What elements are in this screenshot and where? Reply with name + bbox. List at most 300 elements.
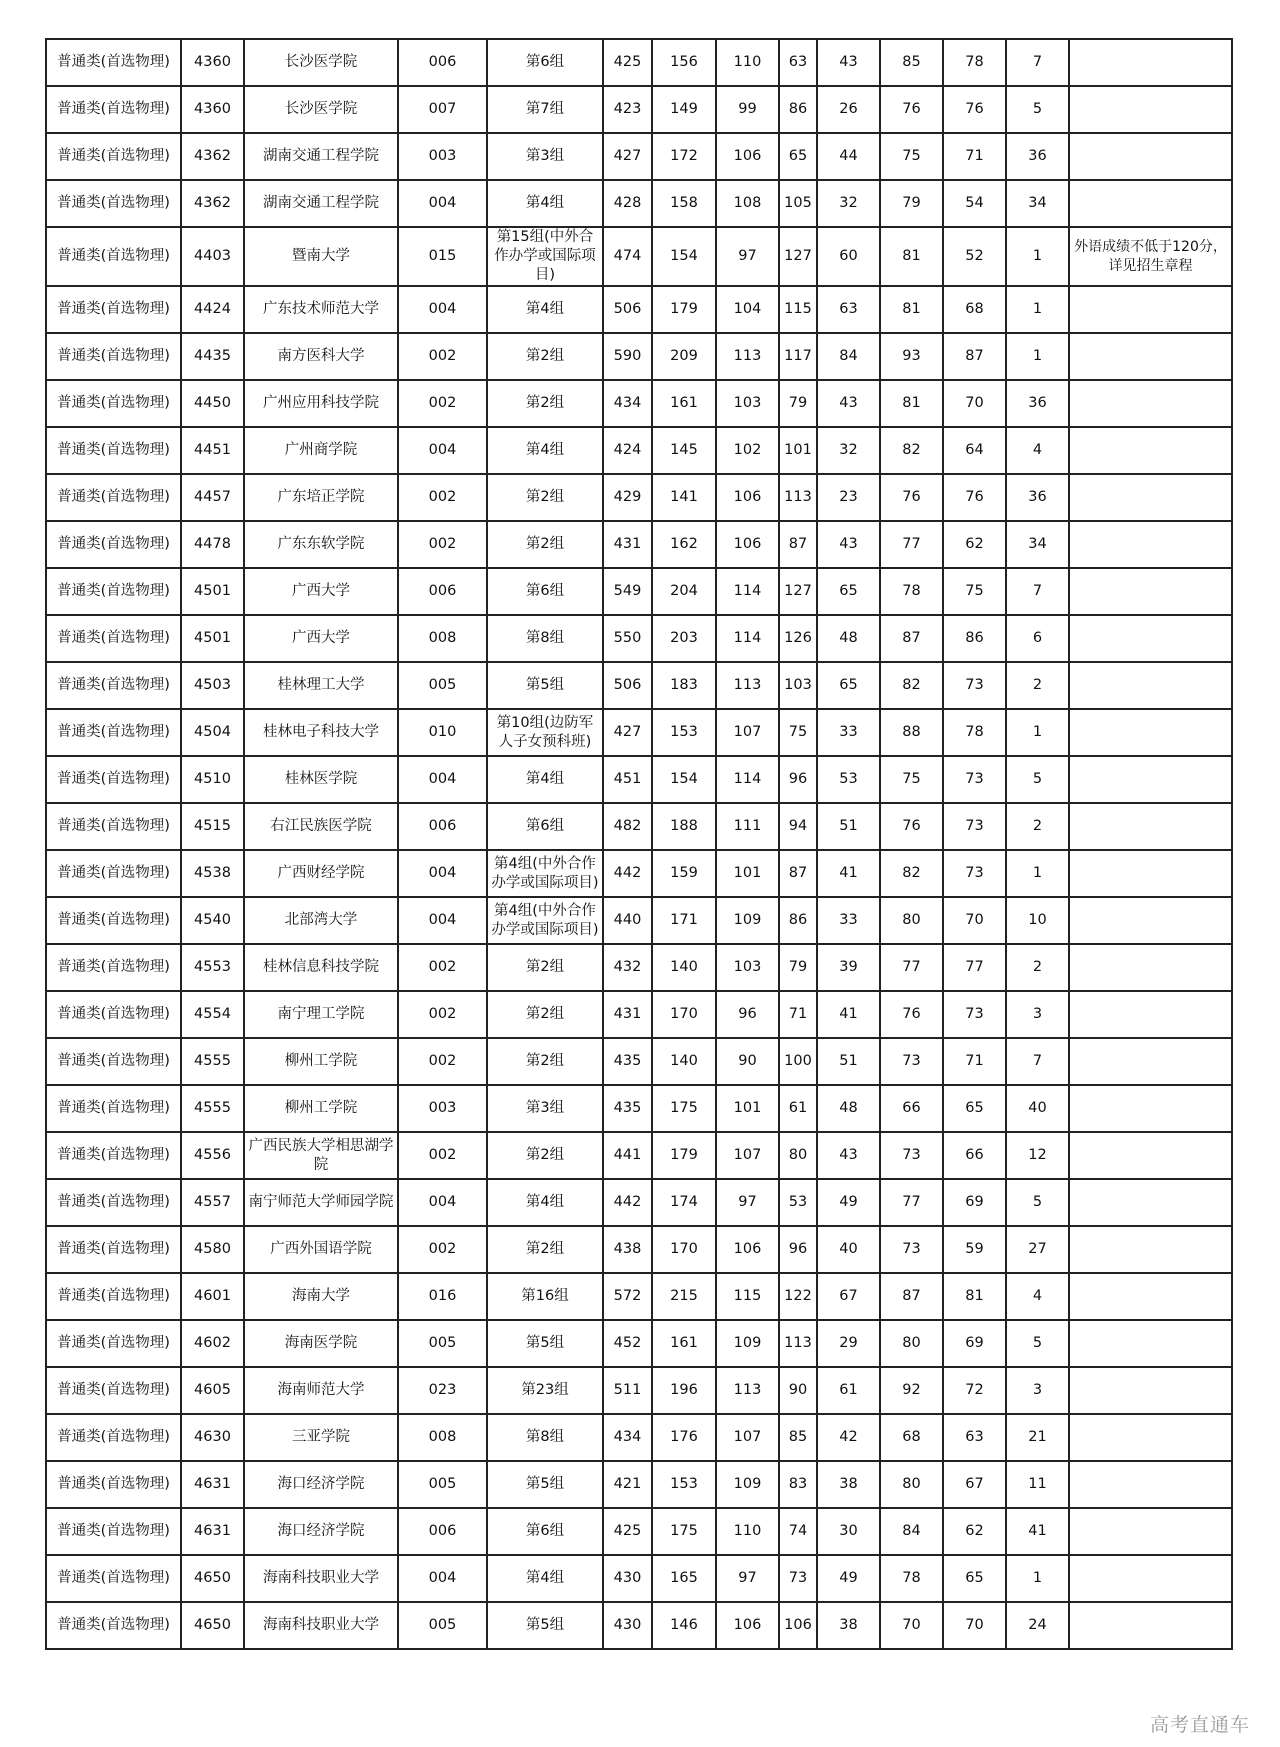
score-cell: 140: [652, 944, 716, 991]
score-cell: 100: [779, 1038, 817, 1085]
category-cell: 普通类(首选物理): [46, 1414, 181, 1461]
plan-count-cell: 2: [1006, 944, 1069, 991]
category-cell: 普通类(首选物理): [46, 521, 181, 568]
score-cell: 97: [716, 1555, 779, 1602]
score-cell: 161: [652, 380, 716, 427]
group-name-cell: 第5组: [487, 1461, 603, 1508]
score-cell: 103: [716, 380, 779, 427]
group-name-cell: 第4组: [487, 286, 603, 333]
category-cell: 普通类(首选物理): [46, 39, 181, 86]
table-row: [46, 850, 1232, 897]
score-cell: 172: [652, 133, 716, 180]
category-cell: 普通类(首选物理): [46, 1508, 181, 1555]
score-cell: 107: [716, 1132, 779, 1179]
note-cell: [1069, 474, 1232, 521]
group-name-cell: 第2组: [487, 1038, 603, 1085]
score-cell: 73: [880, 1132, 943, 1179]
score-cell: 65: [817, 662, 880, 709]
school-name-cell: 海南科技职业大学: [244, 1602, 398, 1649]
score-cell: 106: [716, 1602, 779, 1649]
score-cell: 127: [779, 568, 817, 615]
group-code-cell: 007: [398, 86, 487, 133]
group-name-cell: 第6组: [487, 568, 603, 615]
total-score-cell: 550: [603, 615, 652, 662]
school-code-cell: 4601: [181, 1273, 244, 1320]
group-name-cell: 第2组: [487, 944, 603, 991]
category-cell: 普通类(首选物理): [46, 850, 181, 897]
score-cell: 176: [652, 1414, 716, 1461]
score-cell: 87: [880, 1273, 943, 1320]
school-name-cell: 北部湾大学: [244, 897, 398, 944]
group-name-cell: 第4组: [487, 1179, 603, 1226]
school-code-cell: 4631: [181, 1508, 244, 1555]
score-cell: 90: [716, 1038, 779, 1085]
table-row: [46, 1226, 1232, 1273]
group-name-cell: 第5组: [487, 1602, 603, 1649]
note-cell: [1069, 615, 1232, 662]
table-body: [46, 39, 1232, 1649]
plan-count-cell: 12: [1006, 1132, 1069, 1179]
score-cell: 113: [716, 1367, 779, 1414]
group-code-cell: 006: [398, 39, 487, 86]
school-code-cell: 4504: [181, 709, 244, 756]
group-name-cell: 第4组: [487, 756, 603, 803]
note-cell: [1069, 133, 1232, 180]
score-cell: 66: [880, 1085, 943, 1132]
note-cell: [1069, 427, 1232, 474]
school-name-cell: 广州应用科技学院: [244, 380, 398, 427]
plan-count-cell: 1: [1006, 333, 1069, 380]
score-cell: 101: [716, 1085, 779, 1132]
group-code-cell: 016: [398, 1273, 487, 1320]
note-cell: [1069, 39, 1232, 86]
total-score-cell: 434: [603, 380, 652, 427]
score-cell: 106: [716, 1226, 779, 1273]
note-cell: [1069, 1132, 1232, 1179]
score-cell: 62: [943, 521, 1006, 568]
score-cell: 87: [779, 850, 817, 897]
plan-count-cell: 36: [1006, 380, 1069, 427]
school-name-cell: 广西民族大学相思湖学院: [244, 1132, 398, 1179]
school-code-cell: 4503: [181, 662, 244, 709]
table-row: [46, 756, 1232, 803]
school-name-cell: 暨南大学: [244, 227, 398, 286]
school-name-cell: 广东东软学院: [244, 521, 398, 568]
score-cell: 78: [943, 39, 1006, 86]
school-code-cell: 4650: [181, 1602, 244, 1649]
category-cell: 普通类(首选物理): [46, 897, 181, 944]
category-cell: 普通类(首选物理): [46, 756, 181, 803]
school-name-cell: 柳州工学院: [244, 1038, 398, 1085]
score-cell: 54: [943, 180, 1006, 227]
score-cell: 71: [779, 991, 817, 1038]
group-code-cell: 015: [398, 227, 487, 286]
total-score-cell: 430: [603, 1555, 652, 1602]
group-code-cell: 005: [398, 1602, 487, 1649]
score-cell: 156: [652, 39, 716, 86]
score-cell: 77: [943, 944, 1006, 991]
table-row: [46, 1085, 1232, 1132]
score-cell: 153: [652, 1461, 716, 1508]
note-cell: [1069, 1602, 1232, 1649]
plan-count-cell: 3: [1006, 991, 1069, 1038]
score-cell: 97: [716, 1179, 779, 1226]
score-cell: 114: [716, 615, 779, 662]
note-cell: 外语成绩不低于120分，详见招生章程: [1069, 227, 1232, 286]
score-cell: 52: [943, 227, 1006, 286]
score-cell: 96: [779, 1226, 817, 1273]
plan-count-cell: 1: [1006, 850, 1069, 897]
school-code-cell: 4362: [181, 180, 244, 227]
plan-count-cell: 36: [1006, 474, 1069, 521]
score-cell: 86: [779, 897, 817, 944]
score-cell: 75: [943, 568, 1006, 615]
table-row: [46, 1320, 1232, 1367]
group-name-cell: 第10组(边防军人子女预科班): [487, 709, 603, 756]
group-name-cell: 第2组: [487, 1226, 603, 1273]
score-cell: 76: [880, 86, 943, 133]
score-cell: 67: [943, 1461, 1006, 1508]
score-cell: 75: [880, 756, 943, 803]
plan-count-cell: 1: [1006, 709, 1069, 756]
group-name-cell: 第4组(中外合作办学或国际项目): [487, 897, 603, 944]
group-code-cell: 004: [398, 1555, 487, 1602]
group-code-cell: 005: [398, 1320, 487, 1367]
total-score-cell: 425: [603, 1508, 652, 1555]
score-cell: 77: [880, 944, 943, 991]
score-cell: 63: [817, 286, 880, 333]
score-cell: 59: [943, 1226, 1006, 1273]
score-cell: 51: [817, 1038, 880, 1085]
score-cell: 79: [880, 180, 943, 227]
note-cell: [1069, 662, 1232, 709]
group-name-cell: 第23组: [487, 1367, 603, 1414]
group-code-cell: 003: [398, 1085, 487, 1132]
note-cell: [1069, 1085, 1232, 1132]
group-name-cell: 第6组: [487, 803, 603, 850]
table-row: [46, 897, 1232, 944]
plan-count-cell: 41: [1006, 1508, 1069, 1555]
school-name-cell: 广东技术师范大学: [244, 286, 398, 333]
school-code-cell: 4554: [181, 991, 244, 1038]
score-cell: 76: [880, 803, 943, 850]
score-cell: 106: [779, 1602, 817, 1649]
school-code-cell: 4510: [181, 756, 244, 803]
school-name-cell: 长沙医学院: [244, 86, 398, 133]
score-cell: 103: [779, 662, 817, 709]
table-row: [46, 1555, 1232, 1602]
total-score-cell: 423: [603, 86, 652, 133]
table-row: [46, 709, 1232, 756]
total-score-cell: 549: [603, 568, 652, 615]
score-cell: 73: [943, 803, 1006, 850]
score-cell: 73: [943, 991, 1006, 1038]
category-cell: 普通类(首选物理): [46, 1367, 181, 1414]
group-name-cell: 第15组(中外合作办学或国际项目): [487, 227, 603, 286]
school-code-cell: 4538: [181, 850, 244, 897]
total-score-cell: 440: [603, 897, 652, 944]
category-cell: 普通类(首选物理): [46, 227, 181, 286]
school-code-cell: 4451: [181, 427, 244, 474]
total-score-cell: 506: [603, 286, 652, 333]
school-code-cell: 4501: [181, 568, 244, 615]
category-cell: 普通类(首选物理): [46, 803, 181, 850]
group-name-cell: 第2组: [487, 521, 603, 568]
group-name-cell: 第4组: [487, 1555, 603, 1602]
score-cell: 72: [943, 1367, 1006, 1414]
group-name-cell: 第7组: [487, 86, 603, 133]
group-name-cell: 第4组(中外合作办学或国际项目): [487, 850, 603, 897]
score-cell: 93: [880, 333, 943, 380]
score-cell: 69: [943, 1179, 1006, 1226]
group-code-cell: 002: [398, 1226, 487, 1273]
school-name-cell: 海口经济学院: [244, 1461, 398, 1508]
table-row: [46, 615, 1232, 662]
score-cell: 66: [943, 1132, 1006, 1179]
note-cell: [1069, 286, 1232, 333]
school-name-cell: 右江民族医学院: [244, 803, 398, 850]
score-cell: 29: [817, 1320, 880, 1367]
school-code-cell: 4360: [181, 39, 244, 86]
score-cell: 75: [880, 133, 943, 180]
score-cell: 106: [716, 521, 779, 568]
school-code-cell: 4501: [181, 615, 244, 662]
total-score-cell: 427: [603, 133, 652, 180]
table-row: [46, 1602, 1232, 1649]
score-cell: 73: [943, 662, 1006, 709]
note-cell: [1069, 1179, 1232, 1226]
score-cell: 39: [817, 944, 880, 991]
group-name-cell: 第5组: [487, 662, 603, 709]
total-score-cell: 429: [603, 474, 652, 521]
group-code-cell: 004: [398, 850, 487, 897]
score-cell: 43: [817, 521, 880, 568]
score-cell: 103: [716, 944, 779, 991]
note-cell: [1069, 568, 1232, 615]
school-code-cell: 4360: [181, 86, 244, 133]
score-cell: 101: [779, 427, 817, 474]
school-code-cell: 4424: [181, 286, 244, 333]
school-name-cell: 桂林理工大学: [244, 662, 398, 709]
score-cell: 127: [779, 227, 817, 286]
plan-count-cell: 3: [1006, 1367, 1069, 1414]
table-row: [46, 521, 1232, 568]
score-cell: 65: [779, 133, 817, 180]
school-name-cell: 广东培正学院: [244, 474, 398, 521]
score-cell: 26: [817, 86, 880, 133]
score-cell: 65: [943, 1085, 1006, 1132]
total-score-cell: 424: [603, 427, 652, 474]
score-cell: 41: [817, 991, 880, 1038]
group-name-cell: 第2组: [487, 1132, 603, 1179]
note-cell: [1069, 380, 1232, 427]
group-name-cell: 第2组: [487, 333, 603, 380]
score-cell: 69: [943, 1320, 1006, 1367]
group-code-cell: 002: [398, 333, 487, 380]
note-cell: [1069, 333, 1232, 380]
score-cell: 62: [943, 1508, 1006, 1555]
score-cell: 146: [652, 1602, 716, 1649]
group-code-cell: 003: [398, 133, 487, 180]
table-row: [46, 227, 1232, 286]
score-cell: 88: [880, 709, 943, 756]
score-cell: 82: [880, 427, 943, 474]
group-code-cell: 004: [398, 1179, 487, 1226]
category-cell: 普通类(首选物理): [46, 86, 181, 133]
score-cell: 154: [652, 227, 716, 286]
category-cell: 普通类(首选物理): [46, 1085, 181, 1132]
score-cell: 33: [817, 897, 880, 944]
school-code-cell: 4580: [181, 1226, 244, 1273]
score-cell: 86: [943, 615, 1006, 662]
total-score-cell: 474: [603, 227, 652, 286]
category-cell: 普通类(首选物理): [46, 1461, 181, 1508]
category-cell: 普通类(首选物理): [46, 1273, 181, 1320]
score-cell: 60: [817, 227, 880, 286]
group-code-cell: 002: [398, 1132, 487, 1179]
score-cell: 109: [716, 1320, 779, 1367]
category-cell: 普通类(首选物理): [46, 333, 181, 380]
score-cell: 145: [652, 427, 716, 474]
school-code-cell: 4450: [181, 380, 244, 427]
school-code-cell: 4515: [181, 803, 244, 850]
note-cell: [1069, 991, 1232, 1038]
score-cell: 203: [652, 615, 716, 662]
score-cell: 73: [779, 1555, 817, 1602]
score-cell: 81: [880, 286, 943, 333]
plan-count-cell: 7: [1006, 568, 1069, 615]
school-name-cell: 广西外国语学院: [244, 1226, 398, 1273]
category-cell: 普通类(首选物理): [46, 615, 181, 662]
table-row: [46, 1508, 1232, 1555]
plan-count-cell: 6: [1006, 615, 1069, 662]
score-cell: 81: [880, 227, 943, 286]
school-code-cell: 4555: [181, 1038, 244, 1085]
total-score-cell: 431: [603, 521, 652, 568]
score-cell: 87: [779, 521, 817, 568]
total-score-cell: 590: [603, 333, 652, 380]
group-code-cell: 005: [398, 662, 487, 709]
school-name-cell: 海南医学院: [244, 1320, 398, 1367]
table-row: [46, 427, 1232, 474]
group-name-cell: 第8组: [487, 1414, 603, 1461]
score-cell: 23: [817, 474, 880, 521]
score-cell: 170: [652, 1226, 716, 1273]
score-cell: 82: [880, 850, 943, 897]
score-cell: 115: [716, 1273, 779, 1320]
total-score-cell: 425: [603, 39, 652, 86]
score-cell: 73: [880, 1038, 943, 1085]
score-cell: 113: [716, 333, 779, 380]
score-cell: 101: [716, 850, 779, 897]
school-name-cell: 海口经济学院: [244, 1508, 398, 1555]
total-score-cell: 452: [603, 1320, 652, 1367]
score-cell: 70: [880, 1602, 943, 1649]
note-cell: [1069, 1414, 1232, 1461]
total-score-cell: 434: [603, 1414, 652, 1461]
group-code-cell: 002: [398, 380, 487, 427]
score-cell: 40: [817, 1226, 880, 1273]
score-cell: 73: [943, 850, 1006, 897]
score-cell: 188: [652, 803, 716, 850]
plan-count-cell: 4: [1006, 427, 1069, 474]
score-cell: 171: [652, 897, 716, 944]
score-cell: 76: [880, 474, 943, 521]
category-cell: 普通类(首选物理): [46, 662, 181, 709]
score-cell: 96: [779, 756, 817, 803]
note-cell: [1069, 1555, 1232, 1602]
score-cell: 126: [779, 615, 817, 662]
group-name-cell: 第6组: [487, 39, 603, 86]
score-cell: 113: [716, 662, 779, 709]
score-cell: 97: [716, 227, 779, 286]
score-cell: 102: [716, 427, 779, 474]
school-code-cell: 4403: [181, 227, 244, 286]
score-cell: 30: [817, 1508, 880, 1555]
score-cell: 175: [652, 1508, 716, 1555]
group-code-cell: 023: [398, 1367, 487, 1414]
score-cell: 162: [652, 521, 716, 568]
note-cell: [1069, 1273, 1232, 1320]
note-cell: [1069, 850, 1232, 897]
note-cell: [1069, 1038, 1232, 1085]
score-cell: 49: [817, 1555, 880, 1602]
group-name-cell: 第16组: [487, 1273, 603, 1320]
plan-count-cell: 11: [1006, 1461, 1069, 1508]
total-score-cell: 442: [603, 850, 652, 897]
score-cell: 140: [652, 1038, 716, 1085]
score-cell: 84: [880, 1508, 943, 1555]
school-name-cell: 湖南交通工程学院: [244, 133, 398, 180]
score-cell: 82: [880, 662, 943, 709]
school-name-cell: 海南师范大学: [244, 1367, 398, 1414]
score-cell: 85: [779, 1414, 817, 1461]
score-cell: 196: [652, 1367, 716, 1414]
score-cell: 43: [817, 39, 880, 86]
score-cell: 110: [716, 1508, 779, 1555]
score-cell: 113: [779, 1320, 817, 1367]
score-cell: 84: [817, 333, 880, 380]
group-code-cell: 002: [398, 1038, 487, 1085]
score-cell: 53: [817, 756, 880, 803]
school-name-cell: 广西大学: [244, 568, 398, 615]
score-cell: 107: [716, 1414, 779, 1461]
score-cell: 78: [880, 1555, 943, 1602]
score-cell: 68: [943, 286, 1006, 333]
school-code-cell: 4556: [181, 1132, 244, 1179]
score-cell: 175: [652, 1085, 716, 1132]
school-code-cell: 4555: [181, 1085, 244, 1132]
table-row: [46, 380, 1232, 427]
note-cell: [1069, 1461, 1232, 1508]
table-row: [46, 286, 1232, 333]
score-cell: 51: [817, 803, 880, 850]
group-code-cell: 002: [398, 521, 487, 568]
score-cell: 141: [652, 474, 716, 521]
score-cell: 71: [943, 133, 1006, 180]
group-code-cell: 008: [398, 615, 487, 662]
group-code-cell: 006: [398, 568, 487, 615]
score-cell: 153: [652, 709, 716, 756]
school-code-cell: 4630: [181, 1414, 244, 1461]
group-code-cell: 006: [398, 1508, 487, 1555]
score-cell: 63: [779, 39, 817, 86]
score-cell: 73: [943, 756, 1006, 803]
group-name-cell: 第4组: [487, 427, 603, 474]
score-cell: 109: [716, 897, 779, 944]
score-cell: 96: [716, 991, 779, 1038]
plan-count-cell: 2: [1006, 803, 1069, 850]
